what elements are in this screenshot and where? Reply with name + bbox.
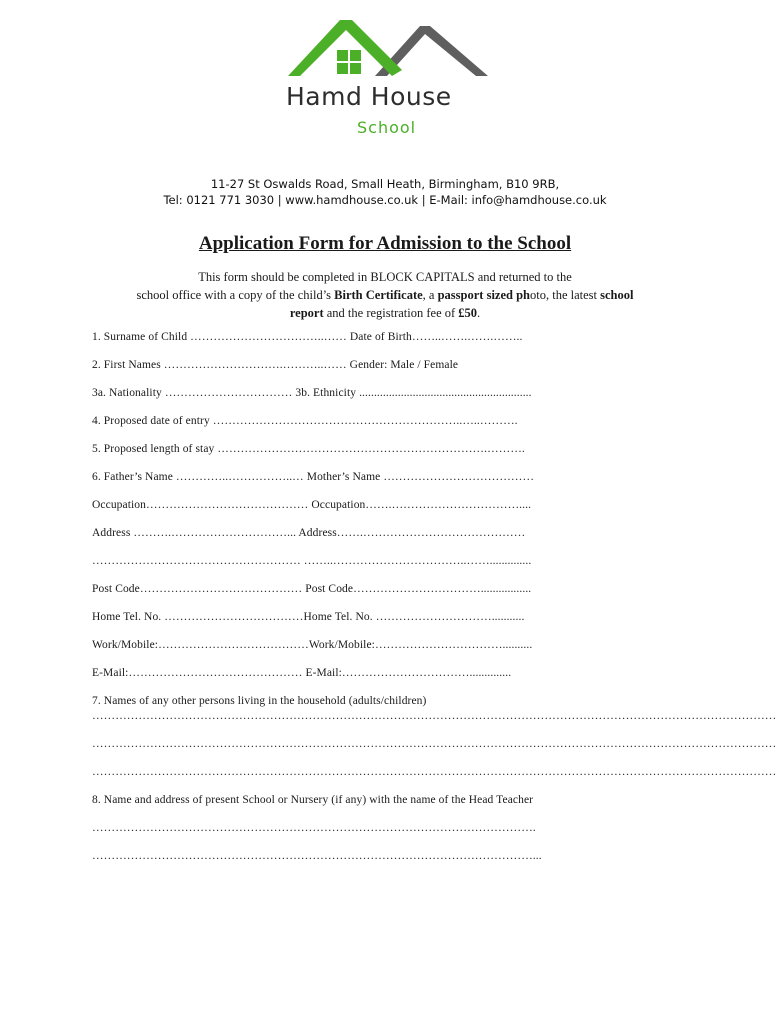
field-address-continued[interactable]: ……………………………………………… ……..……………………………..…….............. bbox=[92, 555, 532, 567]
intro-line-3: report and the registration fee of £50. bbox=[289, 306, 481, 320]
form-intro bbox=[80, 268, 690, 322]
question-household-members: 7. Names of any other persons living in the household (adults/children) bbox=[92, 695, 427, 707]
field-occupations[interactable]: Occupation…………………………………… Occupation…….…………………………….... bbox=[92, 499, 532, 511]
field-first-names-gender[interactable]: 2. First Names ………………………….………..…… Gender: Male / Female bbox=[92, 359, 459, 371]
intro-line-1: This form should be completed in BLOCK CAPITALS and returned to the bbox=[198, 270, 572, 284]
field-proposed-length-of-stay[interactable]: 5. Proposed length of stay …………………………………………………………….………. bbox=[92, 443, 525, 455]
form-title: Application Form for Admission to the School bbox=[198, 233, 572, 254]
field-present-school-line-2[interactable]: ……………………………………………………………………………………………………... bbox=[92, 850, 542, 862]
intro-line-2: school office with a copy of the child’s Birth Certificate, a passport sized photo, the latest school bbox=[136, 288, 634, 302]
field-nationality-ethnicity[interactable]: 3a. Nationality …………………………… 3b. Ethnicity .......................................................... bbox=[92, 387, 532, 399]
field-household-line-3[interactable]: …………………………………………………………………………………………………………………………………………………………… bbox=[92, 766, 776, 778]
logo-school-name: Hamd House bbox=[286, 82, 452, 111]
field-email[interactable]: E-Mail:……………………………………… E-Mail:…………………………….............. bbox=[92, 667, 512, 679]
field-parent-names[interactable]: 6. Father’s Name …………..……………..… Mother’s Name ………………………………… bbox=[92, 471, 535, 483]
field-work-mobile[interactable]: Work/Mobile:…………………………………Work/Mobile:…………………………….......... bbox=[92, 639, 533, 651]
field-proposed-entry-date[interactable]: 4. Proposed date of entry ………………………………………………………..…..………. bbox=[92, 415, 518, 427]
field-home-tel[interactable]: Home Tel. No. ………………………………Home Tel. No. …………………………........... bbox=[92, 611, 525, 623]
field-addresses[interactable]: Address ……….…………………………... Address…….…………………………………… bbox=[92, 527, 526, 539]
question-present-school: 8. Name and address of present School or Nursery (if any) with the name of the Head Teacher bbox=[92, 794, 534, 806]
logo-subtitle: School bbox=[357, 118, 417, 137]
field-household-line-2[interactable]: …………………………………………………………………………………………………………………………………………………………… bbox=[92, 738, 776, 750]
field-surname-dob[interactable]: 1. Surname of Child ……………………………..…… Date of Birth……..…….…….…….. bbox=[92, 331, 523, 343]
field-household-line-1[interactable]: …………………………………………………………………………………………………………………………………………………………… bbox=[92, 710, 776, 722]
contact-line: Tel: 0121 771 3030 | www.hamdhouse.co.uk | E-Mail: info@hamdhouse.co.uk bbox=[163, 193, 607, 207]
field-present-school-line-1[interactable]: ……………………………………………………………………………………………………. bbox=[92, 822, 536, 834]
address-line-1: 11-27 St Oswalds Road, Small Heath, Birmingham, B10 9RB, bbox=[210, 177, 560, 191]
field-post-codes[interactable]: Post Code…………………………………… Post Code……………………………................. bbox=[92, 583, 532, 595]
